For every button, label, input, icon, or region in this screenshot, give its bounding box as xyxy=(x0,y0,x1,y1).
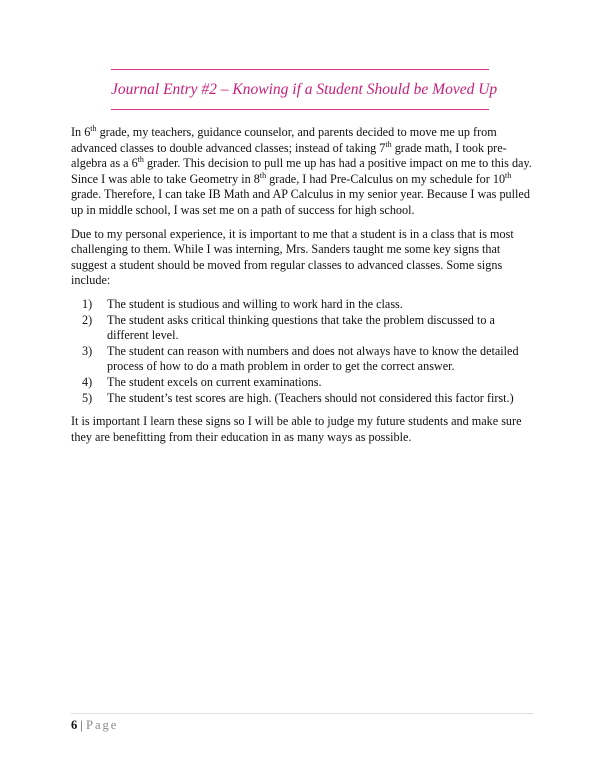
p1-sup-5: th xyxy=(505,170,512,180)
footer-separator: | xyxy=(77,718,87,732)
page-footer xyxy=(71,713,533,733)
paragraph-2: Due to my personal experience, it is important to me that a student is in a class that is most challenging to them. While I was interning, Mrs. Sanders taught me some key signs that suggest a student should be moved from regular classes to advanced classes. Some signs include: xyxy=(71,226,514,288)
list-item xyxy=(71,391,533,407)
list-item xyxy=(71,313,533,344)
page-title: Journal Entry #2 – Knowing if a Student Should be Moved Up xyxy=(111,81,498,98)
list-number: 3) xyxy=(82,343,93,358)
list-number: 4) xyxy=(82,374,93,389)
p1-text-5: grade, I had Pre-Calculus on my schedule for 10 xyxy=(266,171,506,186)
list-text: The student asks critical thinking questions that take the problem discussed to a different level. xyxy=(107,312,495,343)
list-item xyxy=(71,297,533,313)
p1-sup-1: th xyxy=(90,123,97,133)
list-number: 2) xyxy=(82,312,93,327)
p1-sup-3: th xyxy=(137,155,144,165)
paragraph-3: It is important I learn these signs so I will be able to judge my future students and make sure they are benefitting from their education in as many ways as possible. xyxy=(71,414,522,444)
page-number: 6 xyxy=(71,718,78,732)
page-label: Page xyxy=(86,718,119,732)
p1-text-2: grade, my teachers, guidance counselor, and parents decided to move me up from advanced classes to double advanced classes; instead of taking 7 xyxy=(71,125,497,155)
p1-sup-2: th xyxy=(385,139,392,149)
list-number: 1) xyxy=(82,296,93,311)
p1-text-4: grader. This decision to pull me up has had a positive impact on me to this day. Since I was able to take Geometry in 8 xyxy=(71,156,532,186)
body-text xyxy=(71,125,533,453)
p1-sup-4: th xyxy=(259,170,267,180)
list-text: The student excels on current examinations. xyxy=(107,374,322,389)
p1-text-1: In 6 xyxy=(71,125,91,139)
p1-text-6: grade. Therefore, I can take IB Math and AP Calculus in my senior year. Because I was pulled up in middle school, I was set me on a path of success for high school. xyxy=(71,187,530,217)
p1-text-3: grade math, I took pre-algebra as a 6 xyxy=(71,140,507,171)
list-item xyxy=(71,375,533,391)
list-number: 5) xyxy=(82,390,93,405)
list-text: The student’s test scores are high. (Teachers should not considered this factor first.) xyxy=(107,390,514,405)
title-block xyxy=(111,69,498,110)
paragraph-1 xyxy=(71,125,533,219)
list-item xyxy=(71,344,533,375)
list-text: The student can reason with numbers and does not always have to know the detailed process of how to do a math problem in order to get the correct answer. xyxy=(107,343,519,374)
list-text: The student is studious and willing to work hard in the class. xyxy=(107,296,403,311)
signs-list xyxy=(71,297,533,406)
